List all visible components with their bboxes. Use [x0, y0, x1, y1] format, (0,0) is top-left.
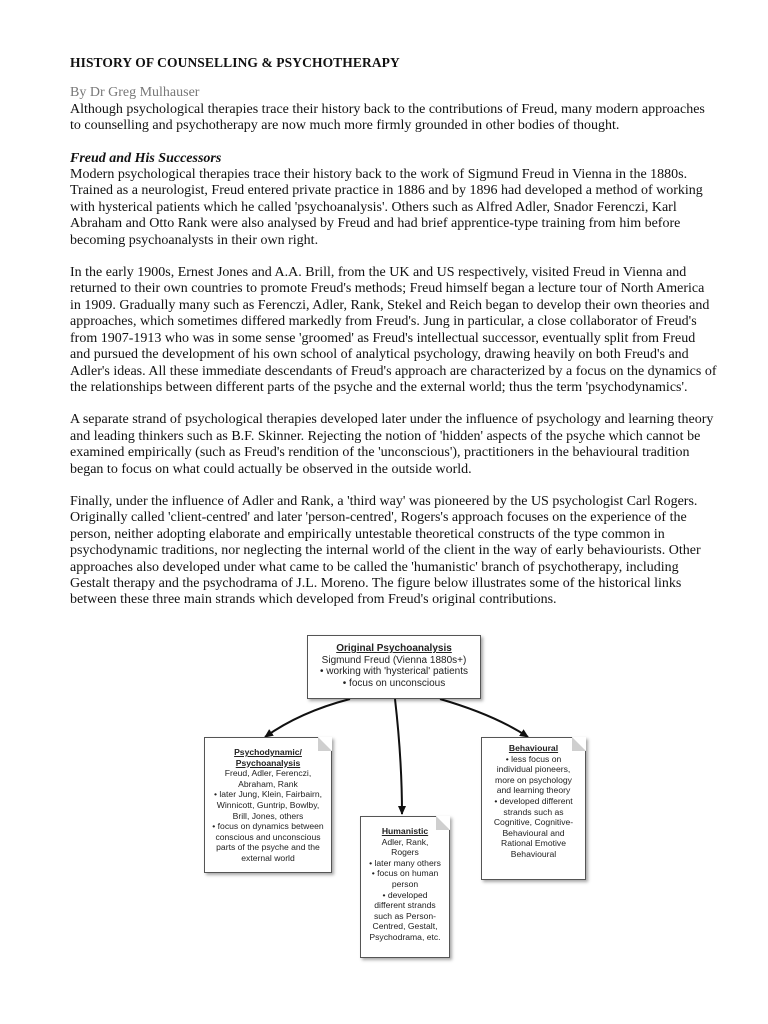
humanistic-line: Rogers — [391, 847, 419, 858]
arrow-to-behavioural — [440, 699, 528, 737]
page-fold-icon — [318, 737, 332, 751]
section-heading: Freud and His Successors — [70, 150, 222, 166]
paragraph: Finally, under the influence of Adler and Rank, a 'third way' was pioneered by the US psychologist Carl Rogers. Originally called 'client-centred' and later 'person-centred', Rogers's approach focuses on the experience of the person, neither adopting elaborate and empirically untestable theoretical constructs of the type common in psychodynamic traditions, nor neglecting the internal world of the client in the way of early behaviourists. Other approaches also developed under what came to be called the 'humanistic' branch of psychotherapy, including Gestalt therapy and the psychodrama of J.L. Moreno. The figure below illustrates some of the historical links between these three main strands which developed from Freud's original contributions. — [70, 493, 701, 608]
paragraph: In the early 1900s, Ernest Jones and A.A. Brill, from the UK and US respectively, visited Freud in Vienna and returned to their own countries to promote Freud's methods; Freud himself began a lecture tour of North America in 1909. Gradually many such as Ferenczi, Adler, Rank, Stekel and Reich began to develop their own theories and approaches, which sometimes differed markedly from Freud's. Jung in particular, a close collaborator of Freud's from 1907-1913 who was in some sense 'groomed' as Freud's intellectual successor, eventually split from Freud and pursued the development of his own school of analytical psychology, drawing heavily on both Freud's and Adler's ideas. All these immediate descendants of Freud's approach are characterized by a focus on the dynamics of the relationships between different parts of the psyche and the external world; thus the term 'psychodynamics'. — [70, 265, 717, 395]
psychodynamic-line: Brill, Jones, others — [232, 810, 304, 821]
page-title: HISTORY OF COUNSELLING & PSYCHOTHERAPY — [70, 55, 400, 70]
humanistic-line: Centred, Gestalt, — [372, 921, 438, 932]
page-fold-icon — [572, 737, 586, 751]
humanistic-line: • focus on human — [371, 868, 439, 879]
arrow-to-psychodynamic — [265, 699, 350, 737]
behavioural-line: Rational Emotive — [501, 838, 566, 849]
behavioural-box — [481, 737, 586, 880]
psychodynamic-line: parts of the psyche and the — [216, 842, 320, 853]
origin-line: Sigmund Freud (Vienna 1880s+) — [321, 654, 467, 666]
page-fold-icon — [436, 816, 450, 830]
document — [70, 55, 718, 625]
behavioural-line: individual pioneers, — [496, 764, 571, 775]
psychodynamic-line: conscious and unconscious — [215, 831, 321, 842]
behavioural-line: Cognitive, Cognitive- — [493, 817, 574, 828]
psychodynamic-line: Freud, Adler, Ferenczi, — [224, 768, 312, 779]
humanistic-box — [360, 816, 450, 958]
humanistic-title: Humanistic — [381, 826, 429, 836]
original-psychoanalysis-title: Original Psychoanalysis — [336, 643, 452, 654]
behavioural-title: Behavioural — [508, 743, 559, 753]
arrow-to-humanistic — [395, 699, 402, 814]
behavioural-line: Behavioural — [510, 848, 557, 859]
psychodynamic-line: external world — [241, 852, 295, 863]
humanistic-line: • later many others — [369, 857, 441, 868]
origin-line: • focus on unconscious — [342, 677, 446, 689]
author-byline: By Dr Greg Mulhauser — [70, 85, 200, 101]
behavioural-line: more on psychology — [495, 774, 572, 785]
humanistic-line: different strands — [374, 900, 436, 911]
humanistic-line: such as Person- — [373, 910, 437, 921]
behavioural-line: Behavioural and — [502, 827, 565, 838]
behavioural-line: • less focus on — [505, 753, 562, 764]
psychodynamic-box — [204, 737, 332, 873]
original-psychoanalysis-box — [307, 635, 481, 699]
origin-line: • working with 'hysterical' patients — [320, 666, 468, 677]
psychodynamic-line: Abraham, Rank — [238, 778, 298, 789]
psychodynamic-title: Psychoanalysis — [235, 757, 301, 768]
behavioural-line: and learning theory — [496, 785, 571, 796]
psychodynamic-title: Psychodynamic/ — [234, 747, 302, 757]
psychodynamic-line: • later Jung, Klein, Fairbairn, — [213, 789, 323, 800]
paragraph: Modern psychological therapies trace their history back to the work of Sigmund Freud in Vienna in the 1880s. Trained as a neurologist, Freud entered private practice in 1886 and by 1896 had developed a method of working with hysterical patients which he called 'psychoanalysis'. Others such as Alfred Adler, Snador Ferenczi, Karl Abraham and Otto Rank were also analysed by Freud and had brief apprentice-type training from him before becoming psychoanalysts in their own right. — [70, 167, 703, 248]
behavioural-line: • developed different — [494, 795, 573, 806]
behavioural-line: strands such as — [503, 806, 564, 817]
humanistic-line: Adler, Rank, — [381, 836, 429, 847]
paragraph: A separate strand of psychological therapies developed later under the influence of psychology and learning theory and leading thinkers such as B.F. Skinner. Rejecting the notion of 'hidden' aspects of the psyche which cannot be examined empirically (such as Freud's rendition of the 'unconscious'), practitioners in the behavioural tradition began to focus on what could actually be observed in the outside world. — [70, 412, 714, 477]
intro-paragraph: Although psychological therapies trace their history back to the contributions of Freud, many modern approaches to counselling and psychotherapy are now much more firmly grounded in other bodies of thought. — [70, 101, 705, 134]
humanistic-line: • developed — [382, 889, 428, 900]
humanistic-line: person — [391, 878, 419, 889]
psychodynamic-line: • focus on dynamics between — [212, 821, 324, 832]
psychodynamic-line: Winnicott, Guntrip, Bowlby, — [216, 799, 320, 810]
humanistic-line: Psychodrama, etc. — [369, 931, 441, 942]
